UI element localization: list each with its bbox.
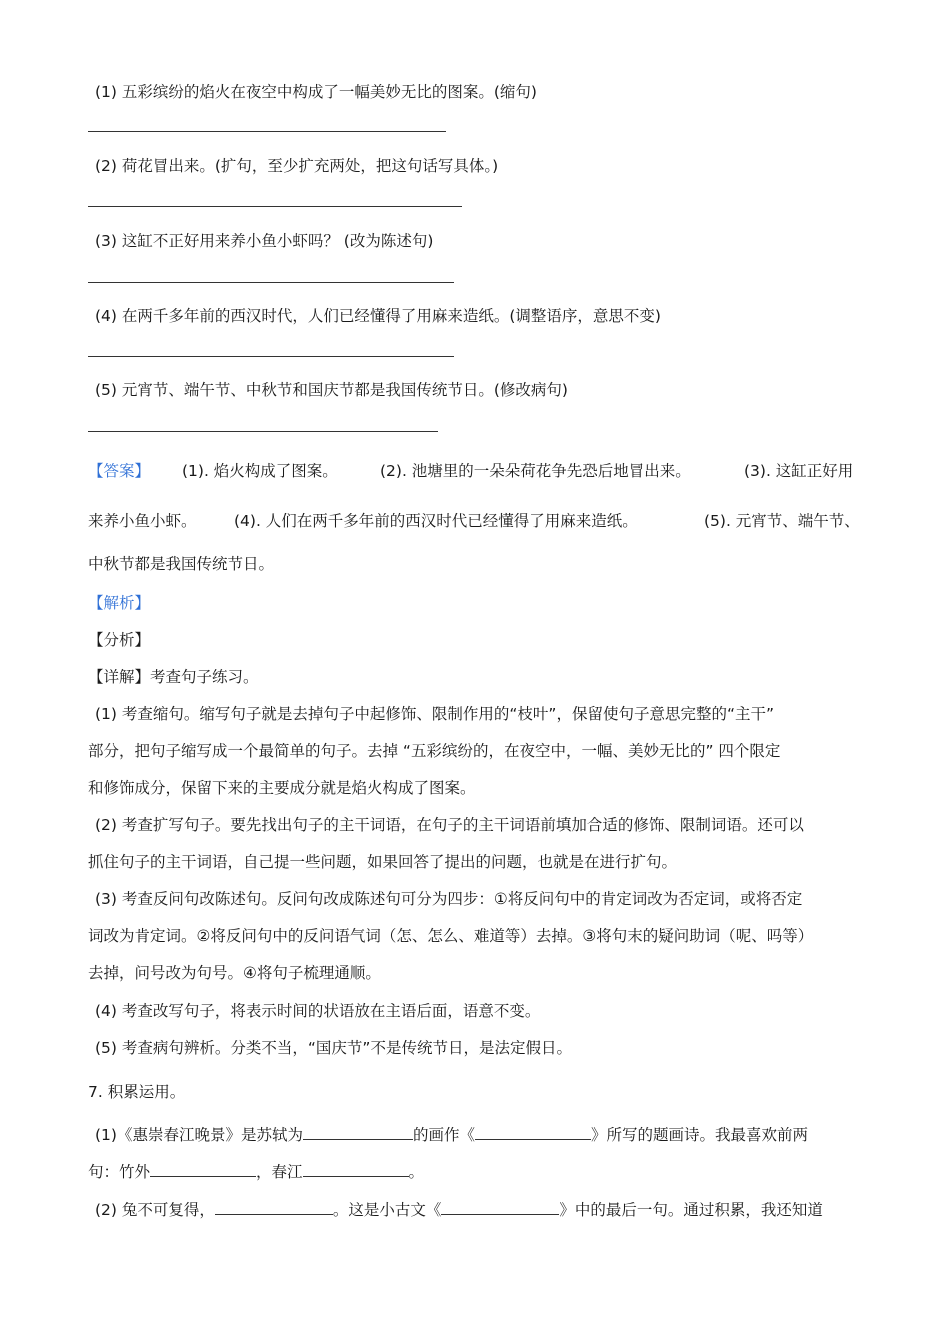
- explain-line-8: 去掉，问号改为句号。④将句子梳理通顺。: [88, 964, 381, 982]
- explain-line-2: 部分，把句子缩写成一个最简单的句子。去掉 “五彩缤纷的，在夜空中，一幅、美妙无比的” 四个限定: [88, 742, 781, 760]
- q7-blank-zhuwai[interactable]: [150, 1162, 256, 1177]
- question-1: (1) 五彩缤纷的焰火在夜空中构成了一幅美妙无比的图案。(缩句): [95, 83, 537, 101]
- q7-3-text-c: 》中的最后一句。通过积累，我还知道: [559, 1201, 823, 1219]
- explain-line-9: (4) 考查改写句子，将表示时间的状语放在主语后面，语意不变。: [95, 1002, 541, 1020]
- answer-item-1: (1). 焰火构成了图案。: [182, 462, 338, 480]
- detail-heading: [88, 667, 259, 687]
- q7-1-text-a: (1)《惠崇春江晚景》是苏轼为: [95, 1126, 303, 1144]
- q7-line-3: [95, 1200, 823, 1220]
- q7-3-text-b: 。这是小古文《: [332, 1201, 442, 1219]
- q7-line-1: [95, 1125, 808, 1145]
- explain-line-1: (1) 考查缩句。缩写句子就是去掉句子中起修饰、限制作用的“枝叶”，保留使句子意思完整的“主干”: [95, 705, 775, 723]
- explain-line-10: (5) 考查病句辨析。分类不当，“国庆节”不是传统节日，是法定假日。: [95, 1039, 572, 1057]
- explain-line-3: 和修饰成分，保留下来的主要成分就是焰火构成了图案。: [88, 779, 476, 797]
- answer-item-3-end: 来养小鱼小虾。: [88, 512, 197, 530]
- q7-2-text-a: 句：竹外: [88, 1163, 151, 1181]
- answer-blank-2[interactable]: [88, 206, 462, 207]
- q7-1-text-c: 》所写的题画诗。我最喜欢前两: [590, 1126, 808, 1144]
- question-3: (3) 这缸不正好用来养小鱼小虾吗？ (改为陈述句): [95, 232, 434, 250]
- fenxi-label: 【分析】: [88, 631, 151, 649]
- q7-title: 7. 积累运用。: [88, 1083, 186, 1101]
- answer-label: 【答案】: [88, 462, 151, 480]
- explain-line-6: (3) 考查反问句改陈述句。反问句改成陈述句可分为四步：①将反问句中的肯定词改为否定词，或将否定: [95, 890, 803, 908]
- q7-blank-painter[interactable]: [303, 1125, 413, 1140]
- answer-item-5-end: 中秋节都是我国传统节日。: [88, 555, 275, 573]
- answer-blank-3[interactable]: [88, 282, 454, 283]
- q7-3-text-a: (2) 兔不可复得，: [95, 1201, 215, 1219]
- answer-blank-1[interactable]: [88, 131, 446, 132]
- answer-blank-5[interactable]: [88, 431, 438, 432]
- q7-2-text-b: ，春江: [256, 1163, 303, 1181]
- question-4: (4) 在两千多年前的西汉时代，人们已经懂得了用麻来造纸。(调整语序，意思不变): [95, 307, 661, 325]
- detail-text: 考查句子练习。: [150, 668, 259, 686]
- q7-blank-chunjiang[interactable]: [303, 1162, 409, 1177]
- analysis-label: 【解析】: [88, 594, 151, 612]
- question-2: (2) 荷花冒出来。(扩句，至少扩充两处，把这句话写具体。): [95, 157, 499, 175]
- q7-blank-tu[interactable]: [215, 1200, 333, 1215]
- explain-line-5: 抓住句子的主干词语，自己提一些问题，如果回答了提出的问题，也就是在进行扩句。: [88, 853, 678, 871]
- q7-line-2: [88, 1162, 424, 1182]
- q7-2-text-c: 。: [408, 1163, 425, 1181]
- explain-line-7: 词改为肯定词。②将反问句中的反问语气词（怎、怎么、难道等）去掉。③将句末的疑问助词（呢、吗等）: [88, 927, 814, 945]
- explain-line-4: (2) 考查扩写句子。要先找出句子的主干词语，在句子的主干词语前填加合适的修饰、限制词语。还可以: [95, 816, 804, 834]
- q7-blank-painting[interactable]: [475, 1125, 591, 1140]
- answer-item-4: (4). 人们在两千多年前的西汉时代已经懂得了用麻来造纸。: [234, 512, 638, 530]
- answer-item-2: (2). 池塘里的一朵朵荷花争先恐后地冒出来。: [380, 462, 691, 480]
- q7-blank-title[interactable]: [441, 1200, 559, 1215]
- question-5: (5) 元宵节、端午节、中秋节和国庆节都是我国传统节日。(修改病句): [95, 381, 568, 399]
- answer-item-5-start: (5). 元宵节、端午节、: [704, 512, 860, 530]
- answer-blank-4[interactable]: [88, 356, 454, 357]
- answer-item-3-start: (3). 这缸正好用: [744, 462, 854, 480]
- detail-label: 【详解】: [88, 668, 151, 686]
- q7-1-text-b: 的画作《: [412, 1126, 475, 1144]
